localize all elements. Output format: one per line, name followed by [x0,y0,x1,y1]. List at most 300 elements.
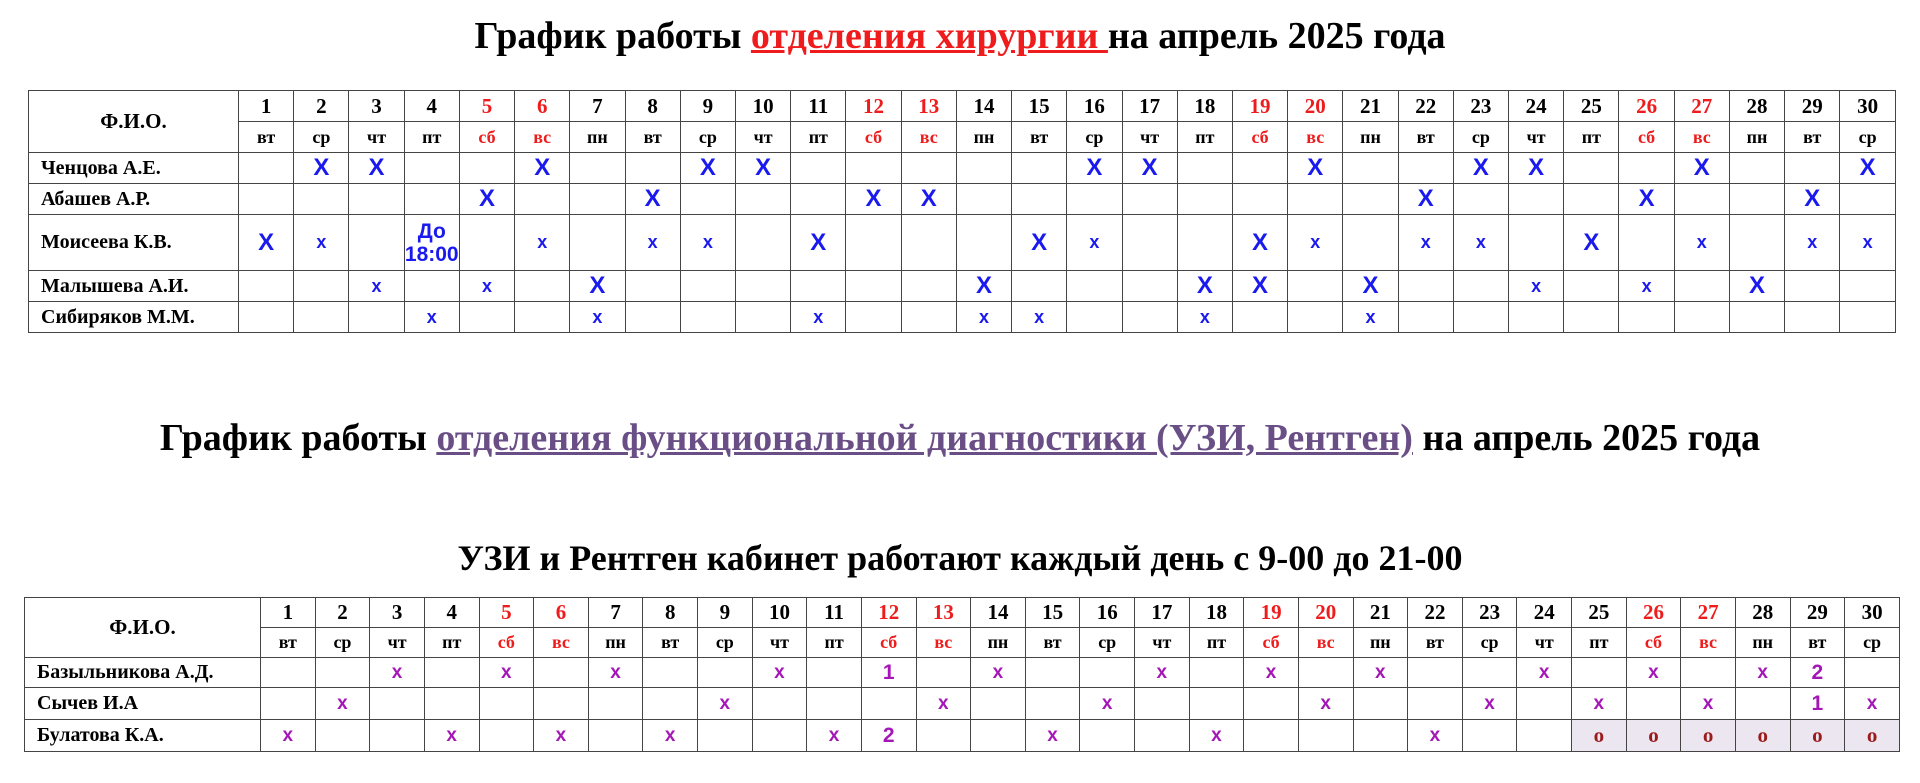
schedule-cell [1122,153,1177,184]
weekday-label: пн [956,122,1011,153]
shift-mark: x [1866,692,1878,714]
schedule-cell [1177,184,1232,215]
schedule-cell [1398,302,1453,333]
schedule-cell [643,658,698,688]
weekday-label: чт [735,122,790,153]
shift-mark: x [1320,692,1331,714]
surgery-schedule-table [28,90,1896,333]
day-number: 22 [1398,91,1453,122]
schedule-cell [1735,720,1790,752]
schedule-cell [1012,184,1067,215]
schedule-cell [643,720,698,752]
schedule-cell [1408,720,1463,752]
schedule-cell [1681,688,1736,720]
weekday-label: сб [846,122,901,153]
schedule-cell [459,153,514,184]
schedule-cell [1674,302,1729,333]
schedule-cell [1790,658,1845,688]
schedule-cell [1517,720,1572,752]
schedule-cell [735,184,790,215]
schedule-cell [1232,153,1287,184]
schedule-cell [459,184,514,215]
schedule-cell [1408,658,1463,688]
schedule-cell [370,720,425,752]
schedule-cell [1298,688,1353,720]
schedule-cell [1288,302,1343,333]
shift-mark: x [555,724,567,746]
schedule-cell [424,720,479,752]
schedule-cell [1122,302,1177,333]
schedule-cell [916,658,971,688]
day-number: 4 [424,598,479,628]
weekday-label: пн [971,628,1026,658]
shift-mark: X [810,228,827,256]
vacation-mark: o [1593,723,1605,747]
weekday-label: чт [370,628,425,658]
shift-mark: X [920,185,937,212]
schedule-cell [1729,153,1784,184]
shift-mark: X [534,154,551,181]
day-number: 27 [1674,91,1729,122]
schedule-cell [1674,215,1729,271]
shift-mark: x [1531,275,1542,296]
weekday-label: ср [1840,122,1896,153]
schedule-cell [349,153,404,184]
schedule-cell [1343,184,1398,215]
schedule-cell [1626,688,1681,720]
schedule-cell [901,215,956,271]
day-number: 29 [1785,91,1840,122]
schedule-cell [1619,153,1674,184]
schedule-cell [901,302,956,333]
schedule-cell [588,658,643,688]
staff-name: Булатова К.А. [25,720,261,752]
day-number: 28 [1735,598,1790,628]
staff-row [25,658,1900,688]
weekday-label: пн [1729,122,1784,153]
weekday-label: вс [534,628,589,658]
day-number: 14 [971,598,1026,628]
weekday-label: вт [1025,628,1080,658]
schedule-cell [1564,153,1619,184]
day-number: 21 [1343,91,1398,122]
schedule-cell [846,271,901,302]
schedule-cell [956,271,1011,302]
shift-mark: x [828,724,840,746]
schedule-cell [479,658,534,688]
day-number: 3 [370,598,425,628]
schedule-cell [1080,658,1135,688]
day-number: 23 [1453,91,1508,122]
weekday-label: вс [515,122,570,153]
weekday-label: чт [1122,122,1177,153]
schedule-cell [791,184,846,215]
schedule-cell [901,271,956,302]
schedule-cell [956,215,1011,271]
schedule-cell [294,271,349,302]
day-number: 25 [1572,598,1627,628]
shift-mark: 1 [882,660,895,684]
day-number: 21 [1353,598,1408,628]
day-number-row [25,598,1900,628]
shift-mark: 2 [882,723,895,747]
schedule-cell [1067,153,1122,184]
weekday-label: чт [1135,628,1190,658]
weekday-label: ср [1845,628,1900,658]
shift-mark: X [368,154,385,181]
shift-mark: x [1807,232,1818,252]
schedule-cell [846,215,901,271]
day-number: 1 [239,91,294,122]
schedule-cell [1288,271,1343,302]
weekday-label: ср [1462,628,1517,658]
schedule-cell [1343,153,1398,184]
schedule-cell [370,658,425,688]
shift-mark: 2 [1811,660,1824,684]
surgery-title-suffix: на апрель 2025 года [1107,15,1446,57]
shift-mark: x [1484,692,1495,714]
schedule-cell [1298,658,1353,688]
day-number: 22 [1408,598,1463,628]
schedule-cell [1509,153,1564,184]
schedule-cell [901,153,956,184]
schedule-cell [1564,215,1619,271]
shift-mark: x [1420,232,1431,252]
schedule-cell [1674,184,1729,215]
day-number: 13 [916,598,971,628]
day-number: 6 [534,598,589,628]
schedule-cell [570,153,625,184]
schedule-cell [1288,184,1343,215]
schedule-cell [515,302,570,333]
schedule-cell [1189,688,1244,720]
schedule-cell [1232,184,1287,215]
schedule-cell [1025,720,1080,752]
day-number: 20 [1298,598,1353,628]
shift-mark: x [1538,661,1550,683]
day-number-row [29,91,1896,122]
shift-mark: x [938,692,949,714]
schedule-cell [1122,271,1177,302]
day-number: 18 [1189,598,1244,628]
shift-mark: x [371,275,382,296]
weekday-label: пт [404,122,459,153]
day-number: 14 [956,91,1011,122]
schedule-cell [680,302,735,333]
weekday-label: пт [807,628,862,658]
schedule-cell [916,720,971,752]
schedule-cell [752,658,807,688]
schedule-cell [1244,688,1299,720]
staff-name: Базыльникова А.Д. [25,658,261,688]
schedule-cell [1619,184,1674,215]
shift-mark: X [699,154,716,181]
schedule-cell [956,302,1011,333]
schedule-cell [588,688,643,720]
schedule-cell [1790,688,1845,720]
schedule-cell [1080,688,1135,720]
shift-mark: X [644,185,661,212]
schedule-cell [349,271,404,302]
weekday-label: чт [1517,628,1572,658]
schedule-cell [1681,720,1736,752]
weekday-label: вс [1681,628,1736,658]
schedule-cell [459,215,514,271]
shift-mark: X [1141,154,1158,181]
schedule-cell [424,658,479,688]
weekday-label: пт [1564,122,1619,153]
shift-mark: X [1804,185,1821,212]
weekday-label: сб [1244,628,1299,658]
weekday-label: ср [1453,122,1508,153]
shift-mark: X [313,154,330,181]
weekday-label: вс [916,628,971,658]
schedule-cell [680,153,735,184]
staff-row [29,184,1896,215]
schedule-cell [1564,302,1619,333]
schedule-cell [1025,658,1080,688]
schedule-cell [1785,215,1840,271]
vacation-mark: o [1866,723,1878,747]
schedule-cell [735,215,790,271]
schedule-cell [1288,215,1343,271]
shift-mark: X [1417,185,1434,212]
shift-mark: x [978,306,989,327]
shift-mark: X [478,185,495,212]
schedule-cell [1845,720,1900,752]
weekday-label: пт [791,122,846,153]
schedule-cell [534,658,589,688]
schedule-cell [1288,153,1343,184]
shift-mark: x [1757,661,1768,683]
day-number: 9 [680,91,735,122]
schedule-cell [1177,271,1232,302]
day-number: 17 [1122,91,1177,122]
schedule-cell [1189,658,1244,688]
schedule-cell [1509,215,1564,271]
schedule-cell [1453,153,1508,184]
day-number: 19 [1244,598,1299,628]
shift-mark: x [1648,661,1659,683]
shift-mark: X [1362,272,1379,299]
shift-mark: x [664,724,676,746]
schedule-cell [1232,215,1287,271]
schedule-cell [1232,302,1287,333]
day-number: 11 [791,91,846,122]
diagnostics-title-department: отделения функциональной диагностики (УЗИ, Рентген) [436,417,1413,459]
schedule-cell [1343,215,1398,271]
schedule-cell [1845,688,1900,720]
schedule-cell [752,720,807,752]
day-number: 5 [479,598,534,628]
staff-name: Сибиряков М.М. [29,302,239,333]
staff-row [25,688,1900,720]
schedule-cell [1135,720,1190,752]
shift-mark: x [1375,661,1386,683]
shift-mark: X [1528,154,1545,181]
schedule-cell [735,302,790,333]
schedule-cell [1785,153,1840,184]
weekday-label: вт [1790,628,1845,658]
shift-mark: x [391,661,403,683]
shift-mark: x [1199,306,1210,327]
schedule-cell [1572,688,1627,720]
schedule-cell [1785,271,1840,302]
weekday-label: вт [261,628,316,658]
schedule-cell [1398,271,1453,302]
schedule-cell [294,302,349,333]
diagnostics-title-suffix: на апрель 2025 года [1412,417,1761,459]
shift-mark: X [1693,154,1710,181]
staff-row [29,215,1896,271]
diagnostics-schedule-table [24,597,1900,752]
schedule-cell [294,184,349,215]
shift-mark: x [481,275,492,296]
schedule-cell [1729,215,1784,271]
weekday-label: вт [1012,122,1067,153]
shift-mark: x [1475,232,1486,252]
schedule-cell [735,153,790,184]
schedule-cell [315,688,370,720]
schedule-cell [404,184,459,215]
weekday-label: вс [1298,628,1353,658]
schedule-cell [479,688,534,720]
schedule-cell [1398,215,1453,271]
schedule-cell [1298,720,1353,752]
schedule-cell [1353,658,1408,688]
weekday-label: чт [1509,122,1564,153]
schedule-cell [1840,271,1896,302]
schedule-cell [459,271,514,302]
shift-mark: x [1034,306,1045,327]
schedule-cell [625,184,680,215]
shift-mark: x [1593,692,1605,714]
schedule-cell [239,215,294,271]
weekday-label: сб [1232,122,1287,153]
vacation-mark: o [1648,723,1659,747]
schedule-cell [861,688,916,720]
shift-mark: X [975,272,992,299]
schedule-cell [807,658,862,688]
schedule-cell [349,215,404,271]
schedule-cell [239,271,294,302]
weekday-label: вс [1288,122,1343,153]
schedule-cell [570,302,625,333]
schedule-cell [1845,658,1900,688]
schedule-cell [1626,720,1681,752]
vacation-mark: o [1812,723,1823,747]
weekday-label: ср [315,628,370,658]
weekday-label: ср [294,122,349,153]
shift-mark: x [647,232,658,252]
weekday-label: вс [901,122,956,153]
schedule-cell [1619,302,1674,333]
day-number: 30 [1845,598,1900,628]
schedule-cell [1735,658,1790,688]
staff-name: Сычев И.А [25,688,261,720]
schedule-cell [404,215,459,271]
schedule-cell [680,271,735,302]
shift-mark: x [1265,661,1277,683]
weekday-label: пн [1353,628,1408,658]
schedule-cell [1343,271,1398,302]
shift-mark: X [1252,272,1269,299]
weekday-label: чт [752,628,807,658]
day-number: 9 [698,598,753,628]
schedule-cell [1626,658,1681,688]
schedule-cell [1353,688,1408,720]
schedule-cell [459,302,514,333]
fio-header: Ф.И.О. [29,91,239,153]
weekday-label: пт [1572,628,1627,658]
shift-mark: x [1862,232,1873,252]
schedule-cell [239,302,294,333]
schedule-cell [846,302,901,333]
day-number: 2 [294,91,349,122]
weekday-label: пн [570,122,625,153]
weekday-label: сб [1626,628,1681,658]
schedule-cell [1135,658,1190,688]
schedule-cell [404,302,459,333]
day-number: 17 [1135,598,1190,628]
schedule-cell [1517,688,1572,720]
weekday-label: сб [459,122,514,153]
shift-mark: x [1156,661,1168,683]
schedule-cell [315,658,370,688]
schedule-cell [1785,184,1840,215]
shift-mark: x [1047,724,1058,746]
shift-mark: x [537,232,548,252]
day-number: 15 [1025,598,1080,628]
day-number: 10 [752,598,807,628]
schedule-cell [698,688,753,720]
weekday-row [25,628,1900,658]
schedule-cell [1067,215,1122,271]
shift-mark: X [589,272,606,299]
schedule-cell [807,688,862,720]
schedule-cell [570,271,625,302]
day-number: 19 [1232,91,1287,122]
weekday-row [29,122,1896,153]
schedule-cell [846,153,901,184]
schedule-cell [1012,153,1067,184]
schedule-cell [861,720,916,752]
schedule-cell [1564,271,1619,302]
schedule-cell [1067,184,1122,215]
weekday-label: вт [643,628,698,658]
schedule-cell [1232,271,1287,302]
schedule-cell [294,153,349,184]
schedule-cell [680,215,735,271]
diagnostics-schedule-title [45,416,1875,460]
staff-row [29,271,1896,302]
day-number: 13 [901,91,956,122]
shift-mark: X [1252,228,1269,256]
schedule-cell [971,658,1026,688]
schedule-cell [424,688,479,720]
schedule-cell [1122,184,1177,215]
schedule-cell [807,720,862,752]
weekday-label: сб [1619,122,1674,153]
schedule-cell [971,688,1026,720]
diagnostics-title-prefix: График работы [159,417,437,459]
schedule-cell [315,720,370,752]
schedule-cell [1177,215,1232,271]
schedule-cell [1353,720,1408,752]
schedule-cell [1619,271,1674,302]
shift-mark: x [813,306,824,327]
schedule-cell [1012,271,1067,302]
